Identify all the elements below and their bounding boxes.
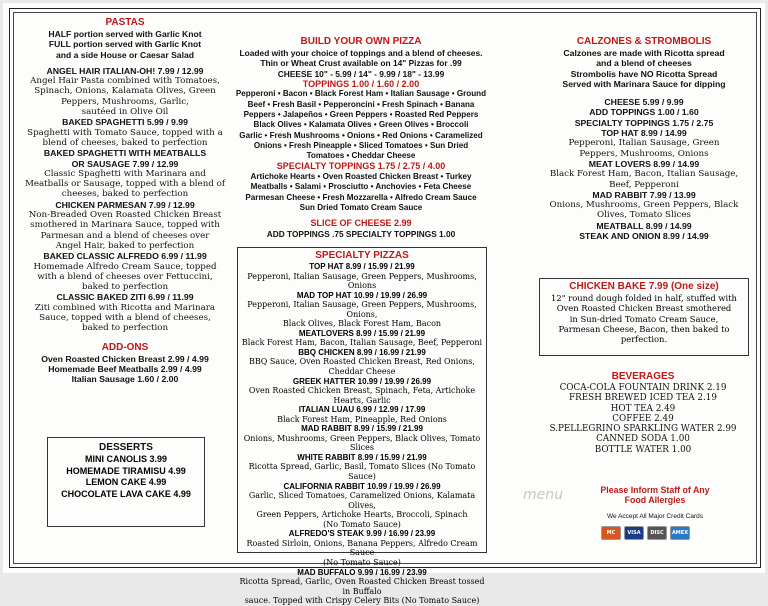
pasta-item: CHICKEN PARMESAN 7.99 / 12.99 Non-Breaded Oven Roasted Chicken Breast smothered in Marinara Sauce, topped with Parmesan and a blend of cheeses over Angel Hair, baked to perfection	[28, 199, 222, 251]
pasta-item: BAKED CLASSIC ALFREDO 6.99 / 11.99 Homemade Alfredo Cream Sauce, topped with a blend of cheeses over Fettuccini, baked to perfection	[33, 251, 217, 293]
desserts-title: DESSERTS	[99, 442, 153, 453]
pasta-item: BAKED SPAGHETTI 5.99 / 9.99 Spaghetti with Tomato Sauce, topped with a blend of cheeses, baked to perfection	[27, 117, 223, 148]
pastas-title: PASTAS	[105, 17, 145, 28]
calzones-section	[539, 36, 749, 241]
slice-title: SLICE OF CHEESE 2.99	[310, 218, 412, 229]
pasta-item: CLASSIC BAKED ZITI 6.99 / 11.99 Ziti combined with Ricotta and Marinara Sauce, topped with a blend of cheeses, baked to perfection	[34, 292, 216, 334]
toppings-title: TOPPINGS 1.00 / 1.60 / 2.00	[302, 78, 420, 89]
specialty-toppings-list: Artichoke Hearts • Oven Roasted Chicken Breast • Turkey Meatballs • Salami • Prosciutto • Anchovies • Feta Cheese Parmesan Cheese • Fresh Mozzarella • Alfredo Cream Sauce Sun Dried Tomato Cream Sauce	[245, 171, 477, 212]
slice-add: ADD TOPPINGS .75 SPECIALTY TOPPINGS 1.00	[266, 228, 456, 239]
desserts-list: MINI CANOLIS 3.99 HOMEMADE TIRAMISU 4.99 LEMON CAKE 4.99 CHOCOLATE LAVA CAKE 4.99	[61, 454, 191, 499]
addons-list: Oven Roasted Chicken Breast 2.99 / 4.99 Homemade Beef Meatballs 2.99 / 4.99 Italian Sausage 1.60 / 2.00	[41, 353, 209, 385]
beverages-section	[539, 371, 747, 455]
build-pizza-title: BUILD YOUR OWN PIZZA	[300, 36, 422, 47]
chicken-bake-desc: 12" round dough folded in half, stuffed with Oven Roasted Chicken Breast smothered in Sun-dried Tomato Cream Sauce, Parmesan Cheese, Bacon, then baked to perfection.	[551, 293, 737, 345]
pasta-item: ANGEL HAIR ITALIAN-OH! 7.99 / 12.99 Angel Hair Pasta combined with Tomatoes, Spinach, Onions, Kalamata Olives, Green Peppers, Mushrooms, Garlic, sautéed in Olive Oil	[30, 65, 220, 118]
specialty-pizzas-list: TOP HAT 8.99 / 15.99 / 21.99 Pepperoni, Italian Sausage, Green Peppers, Mushrooms, Onions MAD TOP HAT 10.99 / 19.99 / 26.99 Pepperoni, Italian Sausage, Green Peppers, Mushrooms, Onions, Black Olives, Black Forest Ham, Bacon MEATLOVERS 8.99 / 15.99 / 21.99 Black Forest Ham, Bacon, Italian Sausage, Beef, Pepperoni BBQ CHICKEN 8.99 / 16.99 / 21.99 BBQ Sauce, Oven Roasted Chicken Breast, Red Onions, Cheddar Cheese GREEK HATTER 10.99 / 19.99 / 26.99 Oven Roasted Chicken Breast, Spinach, Feta, Artichoke Hearts, Garlic ITALIAN LUAU 6.99 / 12.99 / 17.99 Black Forest Ham, Pineapple, Red Onions MAD RABBIT 8.99 / 15.99 / 21.99 Onions, Mushrooms, Green Peppers, Black Olives, Tomato Slices WHITE RABBIT 8.99 / 15.99 / 21.99 Ricotta Spread, Garlic, Basil, Tomato Slices (No Tomato Sauce) CALIFORNIA RABBIT 10.99 / 19.99 / 26.99 Garlic, Sliced Tomatoes, Caramelized Onions, Kalamata Olives, Green Peppers, Artichoke Hearts, Broccoli, Spinach (No Tomato Sauce) ALFREDO'S STEAK 9.99 / 16.99 / 23.99 Roasted Sirloin, Onions, Banana Peppers, Alfredo Cream Sauce (No Tomato Sauce) MAD BUFFALO 9.99 / 16.99 / 23.99 Ricotta Spread, Garlic, Oven Roasted Chicken Breast tossed in Buffalo sauce. Topped with Crispy Celery Bits (No Tomato Sauce)	[239, 262, 485, 606]
specialty-toppings-title: SPECIALTY TOPPINGS 1.75 / 2.75 / 4.00	[276, 161, 446, 172]
calzones-tail: MEATBALL 8.99 / 14.99 STEAK AND ONION 8.99 / 14.99	[579, 220, 709, 242]
allergy-note: Please Inform Staff of Any Food Allergies We Accept All Major Credit Cards	[563, 485, 747, 521]
specialty-pizzas-title: SPECIALTY PIZZAS	[315, 250, 409, 261]
discover-icon: DISC	[647, 526, 667, 540]
calzone-item: TOP HAT 8.99 / 14.99 Pepperoni, Italian Sausage, Green Peppers, Mushrooms, Onions	[568, 128, 720, 159]
credit-cards-note: We Accept All Major Credit Cards	[607, 512, 703, 520]
beverages-list: COCA-COLA FOUNTAIN DRINK 2.19 FRESH BREWED ICED TEA 2.19 HOT TEA 2.49 COFFEE 2.49 S.PELLEGRINO SPARKLING WATER 2.99 CANNED SODA 1.00 BOTTLE WATER 1.00	[549, 383, 737, 455]
chicken-bake-title: CHICKEN BAKE 7.99 (One size)	[569, 281, 719, 292]
calzone-item: MAD RABBIT 7.99 / 13.99 Onions, Mushrooms, Green Peppers, Black Olives, Tomato Slices	[549, 189, 739, 221]
chicken-bake-box	[539, 278, 749, 356]
calzones-intro: Calzones are made with Ricotta spread and a blend of cheeses Strombolis have NO Ricotta Spread Served with Marinara Sauce for dipping	[562, 48, 726, 89]
toppings-list: Pepperoni • Bacon • Black Forest Ham • Italian Sausage • Ground Beef • Fresh Basil • Pepperoncini • Fresh Spinach • Banana Peppers • Jalapeños • Green Peppers • Roasted Red Peppers Black Olives • Kalamata Olives • Green Olives • Broccoli Garlic • Fresh Mushrooms • Onions • Red Onions • Caramelized Onions • Fresh Pineapple • Sliced Tomatoes • Sun Dried Tomatoes • Cheddar Cheese	[235, 89, 487, 161]
menu-page	[3, 3, 765, 606]
build-pizza-section	[229, 36, 493, 239]
calzones-title: CALZONES & STROMBOLIS	[576, 36, 712, 47]
pastas-intro: HALF portion served with Garlic Knot FULL portion served with Garlic Knot and a side House or Caesar Salad	[48, 29, 202, 60]
mastercard-icon: MC	[601, 526, 621, 540]
calzones-prices: CHEESE 5.99 / 9.99 ADD TOPPINGS 1.00 / 1.60 SPECIALTY TOPPINGS 1.75 / 2.75	[574, 97, 714, 128]
visa-icon: VISA	[624, 526, 644, 540]
pasta-item: BAKED SPAGHETTI WITH MEATBALLS OR SAUSAGE 7.99 / 12.99 Classic Spaghetti with Marinara and Meatballs or Sausage, topped with a blend of cheeses, baked to perfection	[24, 148, 226, 200]
credit-card-logos	[601, 526, 690, 540]
specialty-pizzas-box	[237, 247, 487, 606]
desserts-box	[47, 437, 205, 527]
addons-title: ADD-ONS	[101, 341, 149, 353]
calzone-item: MEAT LOVERS 8.99 / 14.99 Black Forest Ham, Bacon, Italian Sausage, Beef, Pepperoni	[549, 158, 739, 190]
watermark: menu	[523, 487, 563, 503]
pastas-section	[23, 17, 227, 385]
pizza-intro: Loaded with your choice of toppings and a blend of cheeses. Thin or Wheat Crust available on 14" Pizzas for .99 CHEESE 10" - 5.99 / 14" - 9.99 / 18" - 13.99	[239, 48, 483, 79]
beverages-title: BEVERAGES	[611, 371, 675, 382]
amex-icon: AMEX	[670, 526, 690, 540]
